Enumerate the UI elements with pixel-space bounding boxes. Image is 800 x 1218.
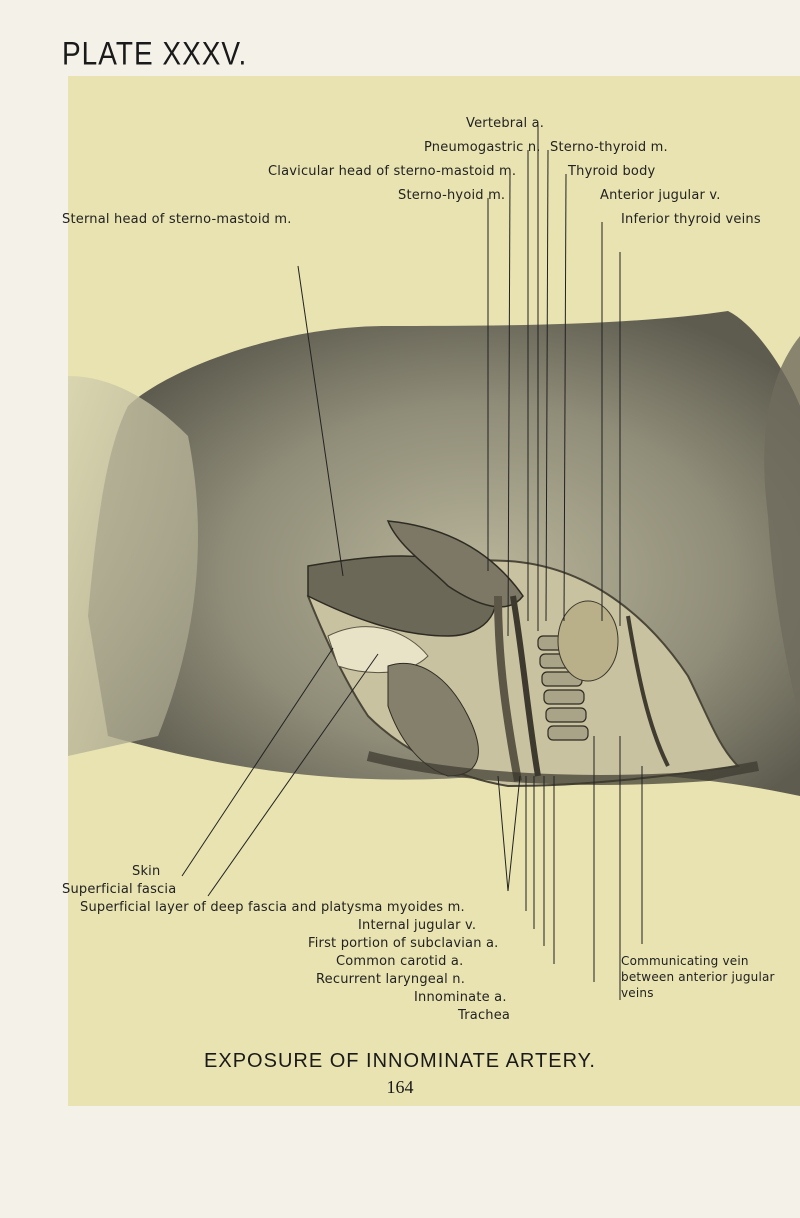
label-inferior-thyroid-veins: Inferior thyroid veins: [621, 212, 761, 227]
label-first-portion-subclavian: First portion of subclavian a.: [308, 936, 499, 951]
dissection-illustration: [68, 76, 800, 1106]
label-communicating-vein-line3: veins: [621, 986, 654, 1000]
label-superficial-layer-platysma: Superficial layer of deep fascia and platysma myoides m.: [80, 900, 465, 915]
label-thyroid-body: Thyroid body: [568, 164, 656, 179]
label-anterior-jugular-vein: Anterior jugular v.: [600, 188, 721, 203]
label-vertebral-artery: Vertebral a.: [466, 116, 545, 131]
plate-label: PLATE XXXV.: [62, 35, 248, 72]
plate-caption-title: EXPOSURE OF INNOMINATE ARTERY.: [204, 1050, 596, 1072]
page-number: 164: [386, 1077, 414, 1097]
label-trachea: Trachea: [458, 1008, 511, 1023]
label-communicating-vein-line2: between anterior jugular: [621, 970, 775, 984]
label-sterno-thyroid-muscle: Sterno-thyroid m.: [550, 140, 668, 155]
anatomical-plate: [62, 76, 800, 1106]
label-innominate-artery: Innominate a.: [414, 990, 507, 1005]
label-recurrent-laryngeal: Recurrent laryngeal n.: [316, 972, 466, 987]
thyroid-gland: [558, 601, 618, 681]
label-common-carotid: Common carotid a.: [336, 954, 464, 969]
label-sternal-head: Sternal head of sterno-mastoid m.: [62, 212, 292, 227]
label-pneumogastric-nerve: Pneumogastric n.: [424, 140, 541, 155]
label-clavicular-head: Clavicular head of sterno-mastoid m.: [268, 164, 517, 179]
label-communicating-vein-line1: Communicating vein: [621, 954, 749, 968]
label-internal-jugular-vein: Internal jugular v.: [358, 918, 477, 933]
label-sterno-hyoid-muscle: Sterno-hyoid m.: [398, 188, 506, 203]
label-superficial-fascia: Superficial fascia: [62, 882, 177, 897]
label-skin: Skin: [132, 864, 161, 879]
